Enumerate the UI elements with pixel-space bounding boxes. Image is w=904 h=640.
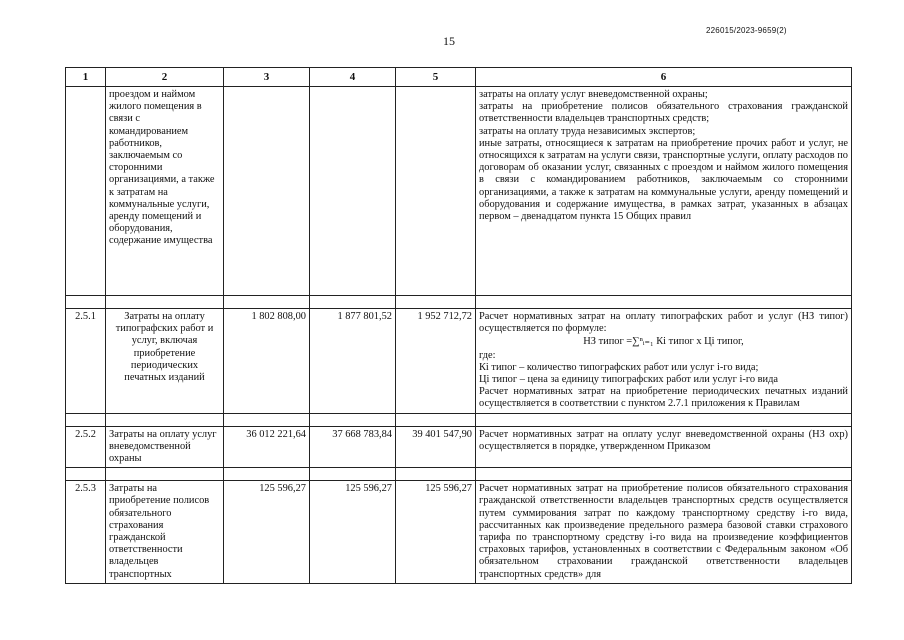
header-col-2: 2 <box>106 68 224 87</box>
table-row-2-5-3 <box>66 481 852 584</box>
header-col-5: 5 <box>396 68 476 87</box>
header-col-4: 4 <box>310 68 396 87</box>
row3-value-3: 125 596,27 <box>396 481 476 584</box>
table-row-2-5-2 <box>66 426 852 468</box>
header-col-1: 1 <box>66 68 106 87</box>
row0-description <box>476 87 852 296</box>
row1-def-1: Кi типог – количество типографских работ или услуг i-го вида; <box>479 361 759 373</box>
document-code: 226015/2023-9659(2) <box>706 26 787 35</box>
row-spacer <box>66 468 852 481</box>
row-spacer <box>66 296 852 309</box>
row1-def-2: Цi типог – цена за единицу типографских работ или услуг i-го вида <box>479 374 778 386</box>
row1-formula: НЗ типог =∑ⁿᵢ₌₁ Кi типог x Цi типог, <box>583 336 744 348</box>
row1-name: Затраты на оплату типографских работ и услуг, включая приобретение периодических печатных изданий <box>106 309 224 414</box>
row3-value-2: 125 596,27 <box>310 481 396 584</box>
row0-value-1 <box>224 87 310 296</box>
row3-description: Расчет нормативных затрат на приобретение полисов обязательного страхования гражданской ответственности владельцев транспортных средств осуществляется путем суммирования затрат по каждому транспортному средству i-го вида, рассчитанных как произведение предельного размера базовой ставки страхового тарифа по транспортному средству i-го вида на произведение коэффициентов страховых тарифов, установленных в соответствии с Федеральным законом «Об обязательном страховании гражданской ответственности владельцев транспортных средств» для <box>476 481 852 584</box>
row0-value-3 <box>396 87 476 296</box>
row3-name: Затраты на приобретение полисов обязательного страхования гражданской ответственности владельцев транспортных <box>106 481 224 584</box>
row2-value-3: 39 401 547,90 <box>396 426 476 468</box>
budget-table <box>65 67 852 584</box>
table-row-2-5-1 <box>66 309 852 414</box>
row3-value-1: 125 596,27 <box>224 481 310 584</box>
row1-value-3: 1 952 712,72 <box>396 309 476 414</box>
row2-value-2: 37 668 783,84 <box>310 426 396 468</box>
row0-desc-line-3: затраты на оплату труда независимых экспертов; <box>479 125 696 137</box>
row1-value-1: 1 802 808,00 <box>224 309 310 414</box>
row0-desc-line-1: затраты на оплату услуг вневедомственной охраны; <box>479 89 708 100</box>
table-row-continued <box>66 87 852 296</box>
row2-num: 2.5.2 <box>66 426 106 468</box>
row1-num: 2.5.1 <box>66 309 106 414</box>
row2-name: Затраты на оплату услуг вневедомственной охраны <box>106 426 224 468</box>
row0-desc-line-2: затраты на приобретение полисов обязательного страхования гражданской ответственности владельцев транспортных средств; <box>479 101 848 125</box>
row1-description <box>476 309 852 414</box>
row1-desc-intro: Расчет нормативных затрат на оплату типографских работ и услуг (НЗ типог) осуществляется по формуле: <box>479 311 848 335</box>
header-col-3: 3 <box>224 68 310 87</box>
table-header-row <box>66 68 852 87</box>
row2-value-1: 36 012 221,64 <box>224 426 310 468</box>
row-spacer <box>66 413 852 426</box>
header-col-6: 6 <box>476 68 852 87</box>
row2-description: Расчет нормативных затрат на оплату услуг вневедомственной охраны (НЗ охр) осуществляется в порядке, утвержденном Приказом <box>476 426 852 468</box>
row3-num: 2.5.3 <box>66 481 106 584</box>
row1-where: где: <box>479 349 496 361</box>
row0-name: проездом и наймом жилого помещения в связи с командированием работников, заключаемым со сторонними организациями, а также к затратам на коммунальные услуги, аренду помещений и оборудования, содержание имущества <box>106 87 224 296</box>
row0-num <box>66 87 106 296</box>
row1-value-2: 1 877 801,52 <box>310 309 396 414</box>
row0-desc-line-4: иные затраты, относящиеся к затратам на приобретение прочих работ и услуг, не относящихся к затратам на услуги связи, транспортные услуги, оплату расходов по договорам об оказании услуг, связанных с проездом и наймом жилого помещения в связи с командированием работников, заключаемым со сторонними организациями, а также к затратам на коммунальные услуги, аренду помещений и оборудования и содержание имущества, в рамках затрат, указанных в абзацах первом – двенадцатом пункта 15 Общих правил <box>479 137 848 223</box>
row0-value-2 <box>310 87 396 296</box>
row1-desc-periodicals: Расчет нормативных затрат на приобретение периодических печатных изданий осуществляется в соответствии с пунктом 2.7.1 приложения к Правилам <box>479 386 848 410</box>
page-number: 15 <box>443 34 455 48</box>
